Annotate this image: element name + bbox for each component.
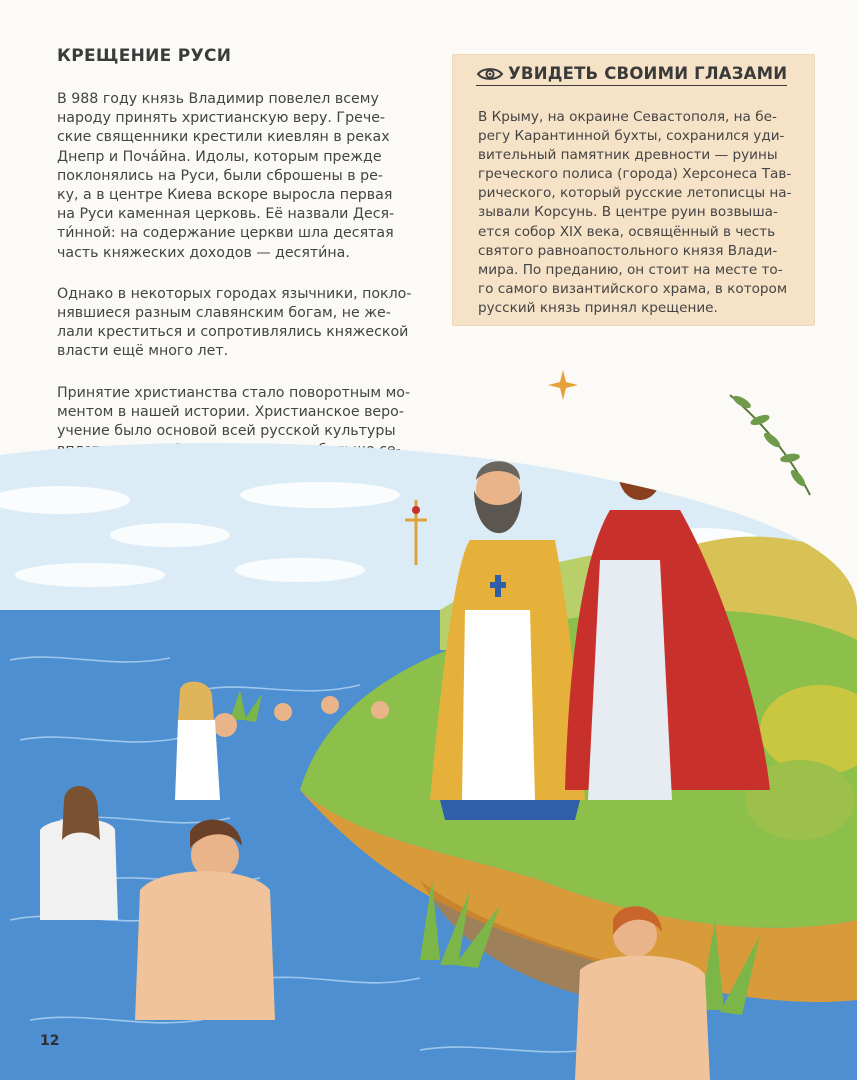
text-line: ку, а в центре Киева вскоре выросла первая [57, 187, 393, 204]
text-line: Принятие христианства стало поворотным мо- [57, 384, 411, 401]
text-line: лали креститься и сопротивлялись княжеской [57, 324, 409, 341]
text-line: ментом в нашей истории. Христианское веро- [57, 403, 404, 420]
text-line: власти ещё много лет. [57, 343, 229, 360]
text-line: ские священники крестили киевлян в реках [57, 129, 390, 146]
text-line: ти́нной: на содержание церкви шла десятая [57, 225, 394, 242]
see-for-yourself-box [452, 54, 815, 326]
sidebar-title [476, 64, 787, 86]
text-line: часть княжеских доходов — десяти́на. [57, 244, 350, 261]
text-line: русский князь принял крещение. [478, 299, 718, 316]
text-line: ется собор XIX века, освящённый в честь [478, 223, 776, 240]
text-line: учение было основой всей русской культуры [57, 423, 396, 440]
text-line: го самого византийского храма, в котором [478, 280, 788, 297]
text-line: святого равноапостольного князя Влади- [478, 242, 778, 259]
text-line: Однако в некоторых городах язычники, покло- [57, 285, 412, 302]
text-line: Днепр и Поча́йна. Идолы, которым прежде [57, 148, 382, 165]
paragraph-2 [57, 285, 412, 362]
sidebar-text [478, 108, 798, 318]
text-line: В Крыму, на окраине Севастополя, на бе- [478, 109, 777, 125]
text-line: зывали Корсунь. В центре руин возвыша- [478, 204, 778, 221]
section-heading: КРЕЩЕНИЕ РУСИ [57, 46, 232, 66]
text-line: мира. По преданию, он стоит на месте то- [478, 261, 783, 278]
sparkle-icon [548, 370, 578, 400]
scene [0, 360, 857, 1080]
paragraph-1 [57, 90, 402, 263]
text-line: регу Карантинной бухты, сохранился уди- [478, 128, 785, 145]
text-line: В 988 году князь Владимир повелел всему [57, 91, 379, 107]
text-line: поклонялись на Руси, были сброшены в ре- [57, 167, 383, 184]
text-line: греческого полиса (города) Херсонеса Тав- [478, 166, 792, 183]
page-number: 12 [40, 1033, 60, 1049]
text-line: нявшиеся разным славянским богам, не же- [57, 305, 391, 322]
text-line: рического, который русские летописцы на- [478, 185, 792, 202]
text-line: вительный памятник древности — руины [478, 147, 778, 164]
sidebar-title-text: УВИДЕТЬ СВОИМИ ГЛАЗАМИ [508, 64, 788, 83]
olive-branch-icon [730, 394, 810, 495]
text-line: на Руси каменная церковь. Её назвали Деся- [57, 206, 395, 223]
baptism-illustration [0, 360, 857, 1080]
text-line: народу принять христианскую веру. Грече- [57, 110, 386, 127]
eye-icon [476, 66, 504, 82]
